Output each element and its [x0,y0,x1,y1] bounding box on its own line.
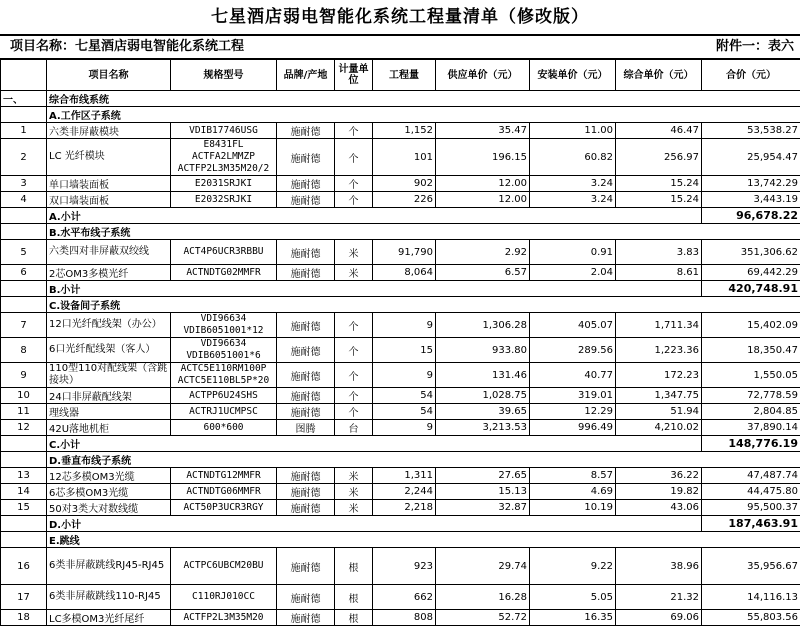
item-quantity: 902 [373,176,436,192]
subtotal-index-cell [1,516,47,532]
bill-of-quantities-table [0,59,800,626]
table-row [1,123,800,139]
item-brand: 施耐德 [277,123,335,139]
item-install-price: 5.05 [530,585,616,610]
item-composite-price: 172.23 [616,363,702,388]
item-brand: 施耐德 [277,585,335,610]
item-total: 2,804.85 [702,404,800,420]
subtotal-index-cell [1,281,47,297]
item-quantity: 9 [373,313,436,338]
subtotal-value: 96,678.22 [702,208,800,224]
item-unit: 米 [335,240,373,265]
item-supply-price: 1,028.75 [436,388,530,404]
item-unit: 个 [335,388,373,404]
item-name: 12芯多模OM3光缆 [47,468,171,484]
group-name: C.设备间子系统 [47,297,800,313]
item-index: 17 [1,585,47,610]
item-name: 6类非屏蔽跳线110-RJ45 [47,585,171,610]
item-index: 5 [1,240,47,265]
item-model: ACT4P6UCR3RBBU [171,240,277,265]
item-composite-price: 3.83 [616,240,702,265]
item-install-price: 996.49 [530,420,616,436]
item-index: 8 [1,338,47,363]
item-composite-price: 19.82 [616,484,702,500]
item-index: 1 [1,123,47,139]
item-composite-price: 69.06 [616,610,702,626]
item-install-price: 16.35 [530,610,616,626]
item-quantity: 54 [373,388,436,404]
item-model: VDI96634 VDIB6051001*12 [171,313,277,338]
item-name: 双口墙装面板 [47,192,171,208]
project-bar [0,34,800,59]
item-index: 13 [1,468,47,484]
table-row [1,468,800,484]
item-unit: 米 [335,500,373,516]
item-model: ACTRJ1UCMPSC [171,404,277,420]
item-model: ACTNDTG02MMFR [171,265,277,281]
item-supply-price: 52.72 [436,610,530,626]
item-total: 3,443.19 [702,192,800,208]
group-index-cell [1,452,47,468]
item-name: 2芯OM3多模光纤 [47,265,171,281]
item-name: 六类四对非屏蔽双绞线 [47,240,171,265]
item-install-price: 289.56 [530,338,616,363]
item-quantity: 91,790 [373,240,436,265]
item-composite-price: 8.61 [616,265,702,281]
header-unit: 计量单位 [335,60,373,91]
item-install-price: 40.77 [530,363,616,388]
header-brand: 品牌/产地 [277,60,335,91]
item-composite-price: 1,223.36 [616,338,702,363]
item-total: 25,954.47 [702,139,800,176]
subtotal-label: D.小计 [47,516,702,532]
item-quantity: 226 [373,192,436,208]
header-item-name: 项目名称 [47,60,171,91]
item-composite-price: 46.47 [616,123,702,139]
item-install-price: 3.24 [530,176,616,192]
item-brand: 施耐德 [277,388,335,404]
group-row [1,452,800,468]
item-brand: 施耐德 [277,610,335,626]
item-composite-price: 256.97 [616,139,702,176]
header-row [1,60,800,91]
item-unit: 个 [335,139,373,176]
item-total: 14,116.13 [702,585,800,610]
item-brand: 施耐德 [277,313,335,338]
item-name: 6类非屏蔽跳线RJ45-RJ45 [47,548,171,585]
item-name: 6口光纤配线架（客人） [47,338,171,363]
item-model: ACT50P3UCR3RGY [171,500,277,516]
item-model: ACTC5E110RM100P ACTC5E110BL5P*20 [171,363,277,388]
item-supply-price: 12.00 [436,176,530,192]
page-title: 七星酒店弱电智能化系统工程量清单（修改版） [0,0,800,34]
item-supply-price: 12.00 [436,192,530,208]
table-row [1,338,800,363]
item-brand: 施耐德 [277,338,335,363]
item-name: LC多模OM3光纤尾纤 [47,610,171,626]
item-name: 12口光纤配线架（办公） [47,313,171,338]
item-supply-price: 35.47 [436,123,530,139]
item-total: 13,742.29 [702,176,800,192]
section-row [1,91,800,107]
item-supply-price: 933.80 [436,338,530,363]
item-composite-price: 4,210.02 [616,420,702,436]
item-unit: 个 [335,404,373,420]
item-total: 44,475.80 [702,484,800,500]
item-brand: 施耐德 [277,176,335,192]
item-brand: 施耐德 [277,139,335,176]
item-composite-price: 15.24 [616,176,702,192]
item-install-price: 10.19 [530,500,616,516]
item-brand: 图腾 [277,420,335,436]
item-quantity: 54 [373,404,436,420]
item-index: 15 [1,500,47,516]
subtotal-value: 148,776.19 [702,436,800,452]
item-unit: 个 [335,123,373,139]
item-name: 24口非屏蔽配线架 [47,388,171,404]
item-supply-price: 29.74 [436,548,530,585]
header-composite-price: 综合单价（元） [616,60,702,91]
item-supply-price: 3,213.53 [436,420,530,436]
table-row [1,192,800,208]
item-model: ACTFP2L3M35M20 [171,610,277,626]
item-quantity: 923 [373,548,436,585]
item-install-price: 405.07 [530,313,616,338]
item-quantity: 101 [373,139,436,176]
item-install-price: 319.01 [530,388,616,404]
item-unit: 个 [335,363,373,388]
table-row [1,585,800,610]
item-name: LC 光纤模块 [47,139,171,176]
item-install-price: 9.22 [530,548,616,585]
group-name: E.跳线 [47,532,800,548]
item-total: 37,890.14 [702,420,800,436]
item-brand: 施耐德 [277,192,335,208]
item-install-price: 0.91 [530,240,616,265]
subtotal-label: A.小计 [47,208,702,224]
item-brand: 施耐德 [277,363,335,388]
item-index: 2 [1,139,47,176]
subtotal-row [1,281,800,297]
subtotal-row [1,516,800,532]
item-supply-price: 1,306.28 [436,313,530,338]
item-composite-price: 1,711.34 [616,313,702,338]
item-supply-price: 16.28 [436,585,530,610]
item-quantity: 8,064 [373,265,436,281]
item-total: 1,550.05 [702,363,800,388]
item-quantity: 2,244 [373,484,436,500]
group-row [1,532,800,548]
table-row [1,176,800,192]
subtotal-index-cell [1,436,47,452]
item-unit: 根 [335,610,373,626]
table-row [1,404,800,420]
item-total: 351,306.62 [702,240,800,265]
item-model: ACTNDTG06MMFR [171,484,277,500]
item-name: 42U落地机柜 [47,420,171,436]
item-model: E2031SRJKI [171,176,277,192]
group-name: B.水平布线子系统 [47,224,800,240]
item-composite-price: 1,347.75 [616,388,702,404]
item-unit: 根 [335,585,373,610]
item-total: 47,487.74 [702,468,800,484]
item-quantity: 9 [373,420,436,436]
item-quantity: 15 [373,338,436,363]
item-total: 53,538.27 [702,123,800,139]
item-name: 110型110对配线架（含跳接块） [47,363,171,388]
item-supply-price: 39.65 [436,404,530,420]
item-index: 14 [1,484,47,500]
header-quantity: 工程量 [373,60,436,91]
item-install-price: 4.69 [530,484,616,500]
subtotal-row [1,436,800,452]
item-quantity: 662 [373,585,436,610]
section-index: 一、 [1,91,47,107]
item-name: 理线器 [47,404,171,420]
item-composite-price: 38.96 [616,548,702,585]
item-quantity: 808 [373,610,436,626]
item-model: ACTNDTG12MMFR [171,468,277,484]
group-name: D.垂直布线子系统 [47,452,800,468]
group-index-cell [1,297,47,313]
item-composite-price: 15.24 [616,192,702,208]
item-install-price: 8.57 [530,468,616,484]
item-name: 6芯多模OM3光缆 [47,484,171,500]
header-install-price: 安装单价（元） [530,60,616,91]
table-row [1,265,800,281]
table-row [1,139,800,176]
attachment-label: 附件一：表六 [716,36,794,58]
table-row [1,313,800,338]
item-index: 4 [1,192,47,208]
item-unit: 个 [335,313,373,338]
header-supply-price: 供应单价（元） [436,60,530,91]
item-unit: 台 [335,420,373,436]
group-index-cell [1,224,47,240]
subtotal-value: 420,748.91 [702,281,800,297]
item-name: 50对3类大对数线缆 [47,500,171,516]
table-row [1,548,800,585]
item-supply-price: 32.87 [436,500,530,516]
table-row [1,363,800,388]
table-row [1,610,800,626]
item-unit: 米 [335,265,373,281]
header-model: 规格型号 [171,60,277,91]
item-quantity: 1,152 [373,123,436,139]
item-install-price: 12.29 [530,404,616,420]
item-composite-price: 21.32 [616,585,702,610]
item-supply-price: 6.57 [436,265,530,281]
item-brand: 施耐德 [277,548,335,585]
item-total: 15,402.09 [702,313,800,338]
item-brand: 施耐德 [277,265,335,281]
subtotal-row [1,208,800,224]
item-supply-price: 196.15 [436,139,530,176]
item-quantity: 9 [373,363,436,388]
item-brand: 施耐德 [277,404,335,420]
item-install-price: 11.00 [530,123,616,139]
item-name: 六类非屏蔽模块 [47,123,171,139]
group-index-cell [1,107,47,123]
item-unit: 根 [335,548,373,585]
subtotal-label: B.小计 [47,281,702,297]
item-model: C110RJ010CC [171,585,277,610]
section-name: 综合布线系统 [47,91,800,107]
group-row [1,224,800,240]
item-quantity: 2,218 [373,500,436,516]
item-model: E8431FL ACTFA2LMMZP ACTFP2L3M35M20/2 [171,139,277,176]
header-total: 合价（元） [702,60,800,91]
table-row [1,500,800,516]
item-index: 12 [1,420,47,436]
item-brand: 施耐德 [277,484,335,500]
item-unit: 个 [335,176,373,192]
item-index: 18 [1,610,47,626]
item-total: 72,778.59 [702,388,800,404]
item-name: 单口墙装面板 [47,176,171,192]
table-row [1,240,800,265]
item-total: 69,442.29 [702,265,800,281]
item-model: 600*600 [171,420,277,436]
item-total: 95,500.37 [702,500,800,516]
item-brand: 施耐德 [277,240,335,265]
item-total: 55,803.56 [702,610,800,626]
item-model: ACTPC6UBCM20BU [171,548,277,585]
project-name: 项目名称：七星酒店弱电智能化系统工程 [10,36,244,58]
group-row [1,107,800,123]
item-total: 35,956.67 [702,548,800,585]
item-unit: 个 [335,192,373,208]
item-supply-price: 2.92 [436,240,530,265]
item-index: 16 [1,548,47,585]
item-brand: 施耐德 [277,500,335,516]
table-row [1,388,800,404]
item-install-price: 2.04 [530,265,616,281]
item-composite-price: 43.06 [616,500,702,516]
item-index: 10 [1,388,47,404]
item-supply-price: 15.13 [436,484,530,500]
subtotal-index-cell [1,208,47,224]
item-index: 9 [1,363,47,388]
item-brand: 施耐德 [277,468,335,484]
item-index: 6 [1,265,47,281]
item-index: 3 [1,176,47,192]
subtotal-value: 187,463.91 [702,516,800,532]
item-supply-price: 131.46 [436,363,530,388]
item-index: 7 [1,313,47,338]
item-unit: 米 [335,468,373,484]
subtotal-label: C.小计 [47,436,702,452]
item-total: 18,350.47 [702,338,800,363]
item-unit: 米 [335,484,373,500]
item-supply-price: 27.65 [436,468,530,484]
group-name: A.工作区子系统 [47,107,800,123]
item-unit: 个 [335,338,373,363]
header-index [1,60,47,91]
item-composite-price: 36.22 [616,468,702,484]
item-install-price: 3.24 [530,192,616,208]
item-quantity: 1,311 [373,468,436,484]
table-row [1,420,800,436]
group-row [1,297,800,313]
item-composite-price: 51.94 [616,404,702,420]
item-model: ACTPP6U24SHS [171,388,277,404]
group-index-cell [1,532,47,548]
table-row [1,484,800,500]
item-model: VDIB17746USG [171,123,277,139]
item-install-price: 60.82 [530,139,616,176]
item-index: 11 [1,404,47,420]
item-model: E2032SRJKI [171,192,277,208]
item-model: VDI96634 VDIB6051001*6 [171,338,277,363]
